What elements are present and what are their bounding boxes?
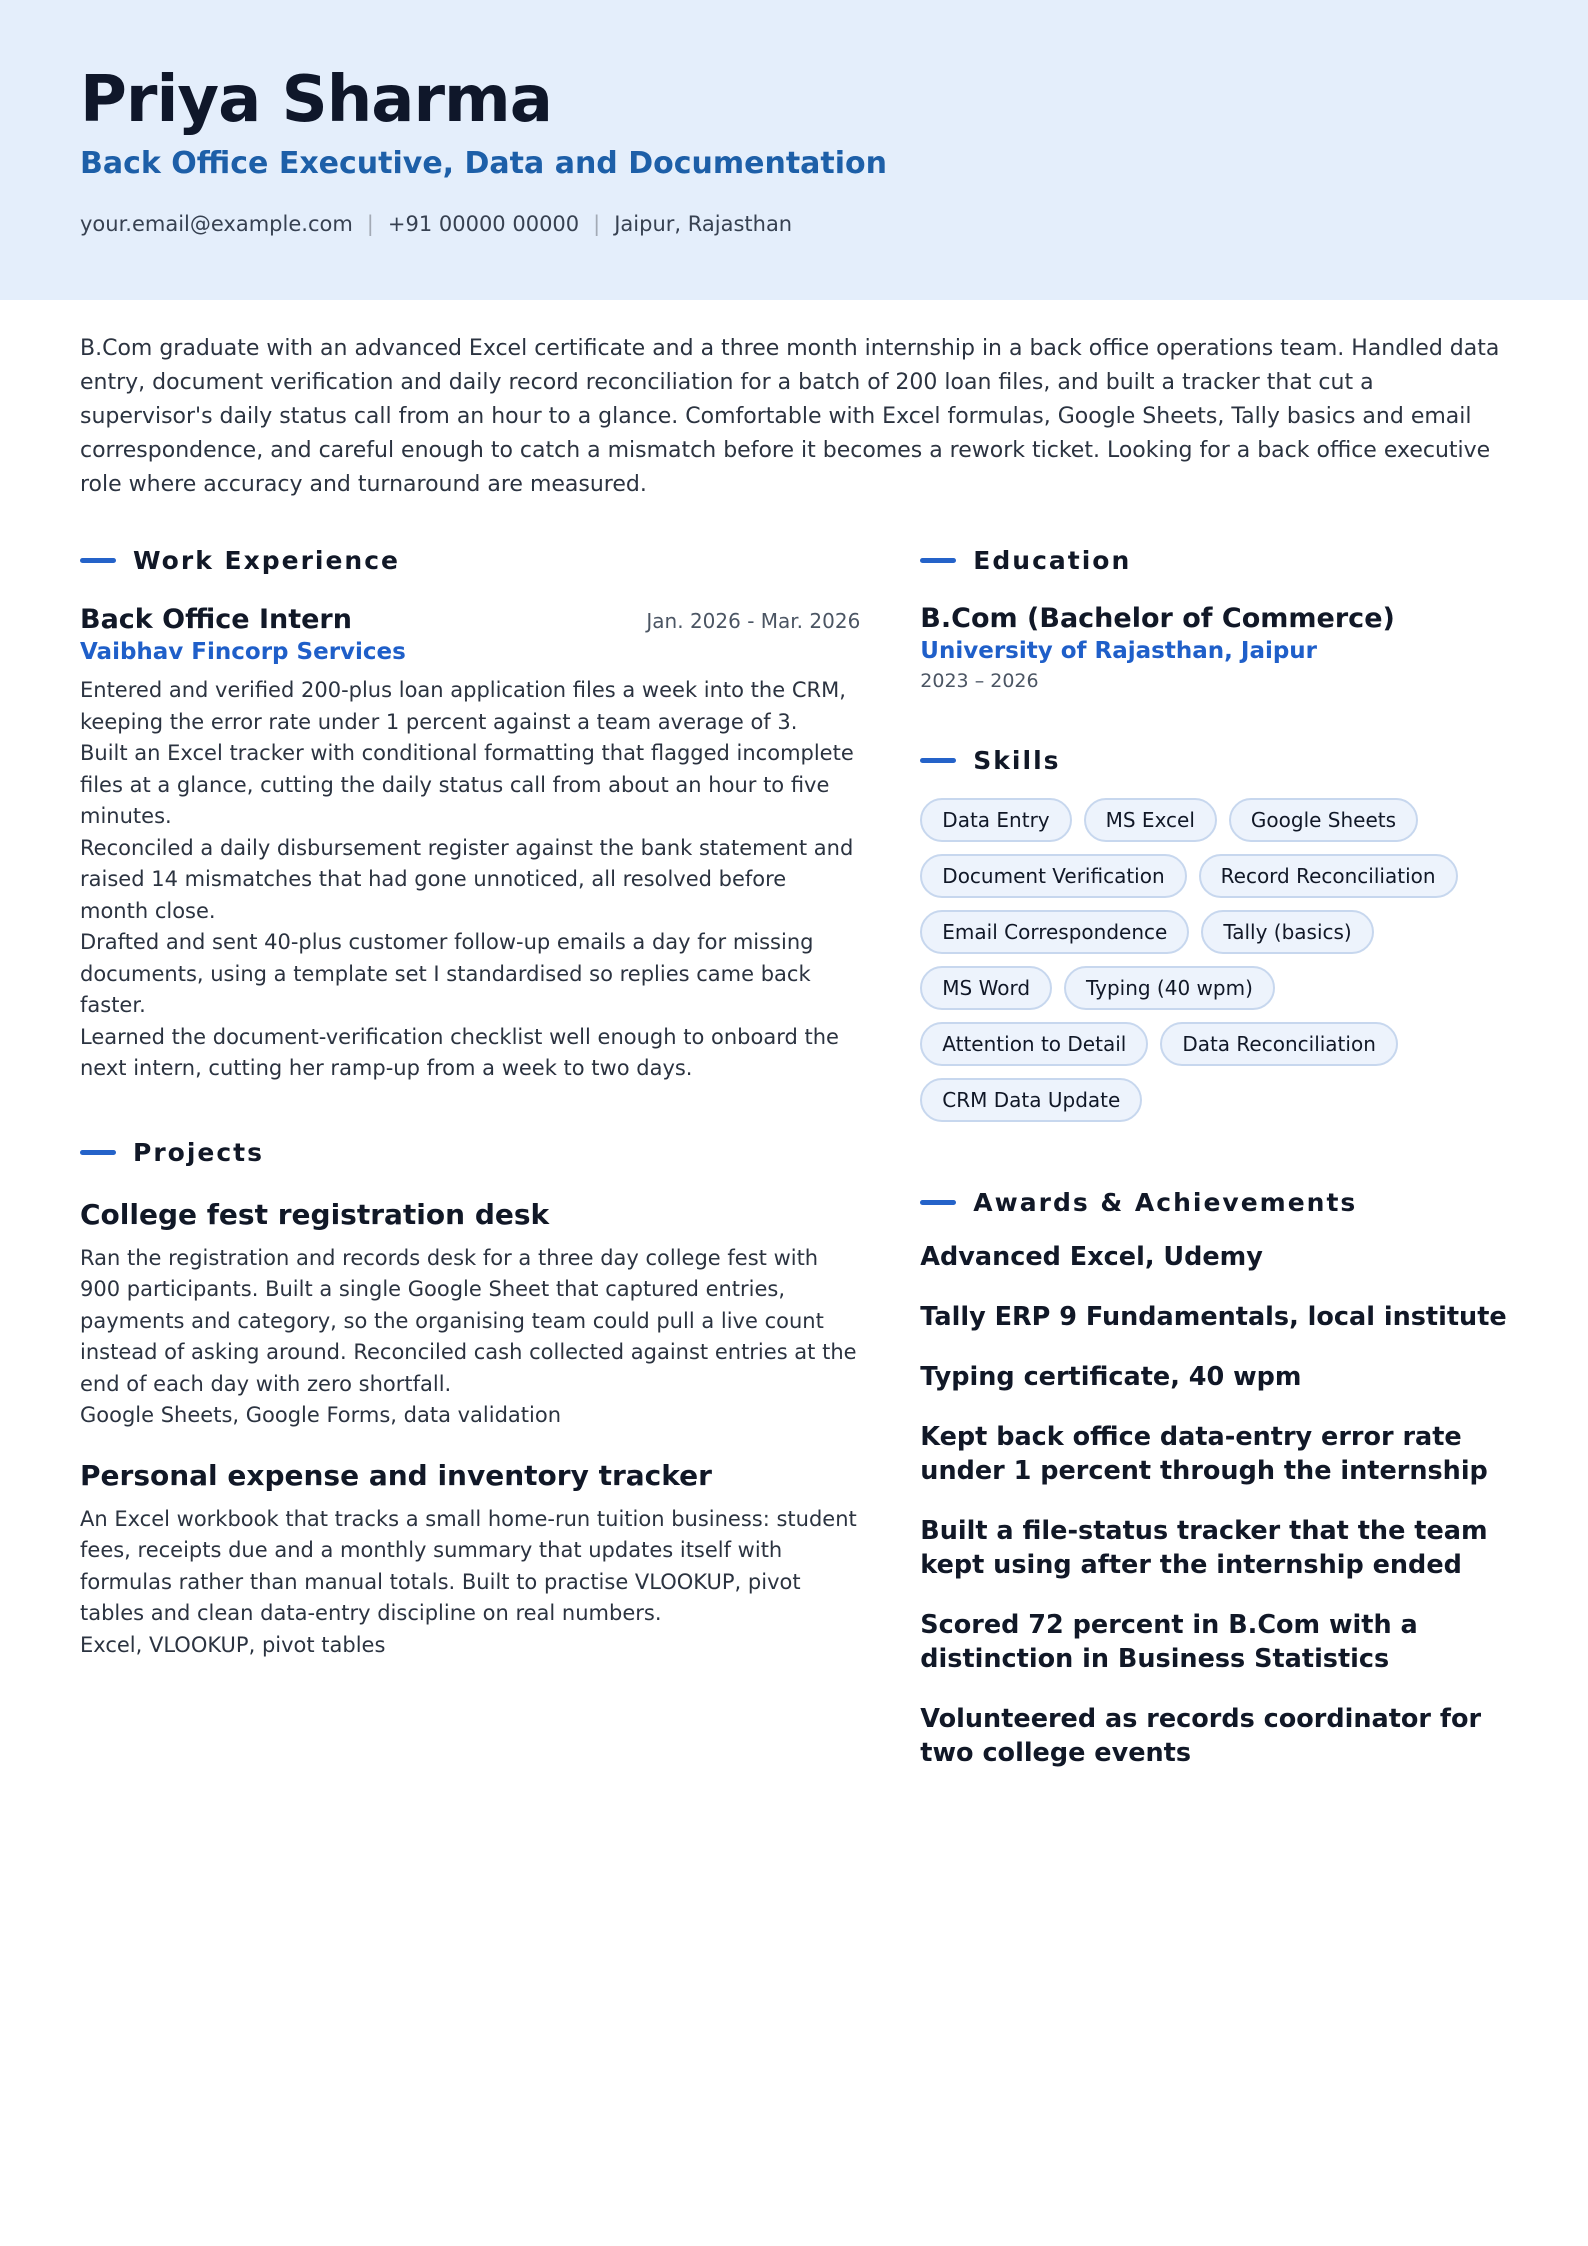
skill-chip: Attention to Detail bbox=[920, 1022, 1148, 1066]
section-work-experience bbox=[80, 542, 860, 578]
skill-chip: Record Reconciliation bbox=[1199, 854, 1458, 898]
contact-email[interactable]: your.email@example.com bbox=[80, 212, 353, 236]
job-company: Vaibhav Fincorp Services bbox=[80, 639, 406, 665]
section-accent-bar bbox=[920, 558, 956, 563]
job-bullet: Drafted and sent 40-plus customer follow-up emails a day for missing documents, using a template set I standardised so replies came back faster. bbox=[80, 930, 814, 1017]
skill-chip: MS Excel bbox=[1084, 798, 1217, 842]
section-accent-bar bbox=[80, 558, 116, 563]
education-degree: B.Com (Bachelor of Commerce) bbox=[920, 603, 1395, 634]
section-awards bbox=[920, 1184, 1508, 1220]
education-years: 2023 – 2026 bbox=[920, 670, 1039, 692]
section-heading: Work Experience bbox=[133, 545, 400, 575]
award-item: Typing certificate, 40 wpm bbox=[920, 1362, 1302, 1392]
candidate-name: Priya Sharma bbox=[80, 63, 552, 137]
job-title-headline: Back Office Executive, Data and Documentation bbox=[80, 146, 888, 181]
resume-body bbox=[0, 502, 1588, 1796]
section-accent-bar bbox=[920, 1200, 956, 1205]
award-item: Volunteered as records coordinator for two college events bbox=[920, 1704, 1482, 1768]
skill-chip: Typing (40 wpm) bbox=[1064, 966, 1275, 1010]
section-education bbox=[920, 542, 1508, 578]
job-bullets bbox=[80, 675, 860, 1085]
project-item bbox=[80, 1197, 860, 1432]
skill-chip: Google Sheets bbox=[1229, 798, 1418, 842]
project-description: Ran the registration and records desk for a three day college fest with 900 participants. Built a single Google Sheet that captured entries, payments and category, so the organising team could pull a live count instead of asking around. Reconciled cash collected against entries at the end of each day with zero shortfall. bbox=[80, 1245, 857, 1396]
section-heading: Education bbox=[973, 545, 1132, 575]
skills-list bbox=[920, 798, 1508, 1134]
job-bullet: Learned the document-verification checklist well enough to onboard the next intern, cutting her ramp-up from a week to two days. bbox=[80, 1024, 839, 1080]
job-bullet: Reconciled a daily disbursement register against the bank statement and raised 14 mismatches that had gone unnoticed, all resolved before month close. bbox=[80, 835, 854, 923]
professional-summary: B.Com graduate with an advanced Excel certificate and a three month internship in a back office operations team. Handled data entry, document verification and daily record reconciliation for a batch of 200 loan files, and built a tracker that cut a supervisor's daily status call from an hour to a glance. Comfortable with Excel formulas, Google Sheets, Tally basics and email correspondence, and careful enough to catch a mismatch before it becomes a rework ticket. Looking for a back office executive role where accuracy and turnaround are measured. bbox=[80, 336, 1500, 497]
project-tech: Excel, VLOOKUP, pivot tables bbox=[80, 1632, 386, 1657]
project-title: College fest registration desk bbox=[80, 1197, 550, 1231]
section-skills bbox=[920, 742, 1508, 778]
project-description: An Excel workbook that tracks a small home-run tuition business: student fees, receipts due and a monthly summary that updates itself with formulas rather than manual totals. Built to practise VLOOKUP, pivot tables and clean data-entry discipline on real numbers. bbox=[80, 1506, 857, 1625]
contact-separator: | bbox=[593, 212, 601, 236]
skill-chip: Data Entry bbox=[920, 798, 1071, 842]
section-heading: Skills bbox=[973, 745, 1061, 775]
education-school: University of Rajasthan, Jaipur bbox=[920, 638, 1318, 664]
job-bullet: Built an Excel tracker with conditional formatting that flagged incomplete files at a glance, cutting the daily status call from about an hour to five minutes. bbox=[80, 741, 854, 828]
right-column bbox=[920, 542, 1508, 1796]
section-heading: Awards & Achievements bbox=[973, 1187, 1358, 1217]
section-projects bbox=[80, 1135, 860, 1171]
left-column bbox=[80, 542, 860, 1796]
job-title: Back Office Intern bbox=[80, 604, 352, 635]
job-header bbox=[80, 604, 860, 635]
contact-phone[interactable]: +91 00000 00000 bbox=[387, 212, 580, 236]
section-heading: Projects bbox=[133, 1138, 265, 1167]
contact-separator: | bbox=[366, 212, 374, 236]
job-dates: Jan. 2026 - Mar. 2026 bbox=[646, 609, 861, 633]
award-item: Built a file-status tracker that the team kept using after the internship ended bbox=[920, 1516, 1488, 1580]
section-accent-bar bbox=[80, 1150, 116, 1155]
awards-list bbox=[920, 1240, 1508, 1770]
skill-chip: Data Reconciliation bbox=[1160, 1022, 1398, 1066]
award-item: Advanced Excel, Udemy bbox=[920, 1242, 1263, 1272]
contact-line bbox=[80, 212, 1508, 236]
contact-location: Jaipur, Rajasthan bbox=[614, 212, 793, 236]
job-bullet: Entered and verified 200-plus loan application files a week into the CRM, keeping the error rate under 1 percent against a team average of 3. bbox=[80, 678, 846, 734]
section-accent-bar bbox=[920, 758, 956, 763]
project-title: Personal expense and inventory tracker bbox=[80, 1458, 712, 1492]
award-item: Scored 72 percent in B.Com with a distinction in Business Statistics bbox=[920, 1610, 1418, 1674]
skill-chip: Email Correspondence bbox=[920, 910, 1189, 954]
project-item bbox=[80, 1458, 860, 1662]
resume-header bbox=[0, 0, 1588, 300]
skill-chip: MS Word bbox=[920, 966, 1052, 1010]
award-item: Tally ERP 9 Fundamentals, local institute bbox=[920, 1302, 1507, 1332]
skill-chip: Document Verification bbox=[920, 854, 1186, 898]
skill-chip: Tally (basics) bbox=[1201, 910, 1373, 954]
award-item: Kept back office data-entry error rate under 1 percent through the internship bbox=[920, 1422, 1488, 1486]
skill-chip: CRM Data Update bbox=[920, 1078, 1142, 1122]
project-tech: Google Sheets, Google Forms, data validation bbox=[80, 1403, 562, 1427]
